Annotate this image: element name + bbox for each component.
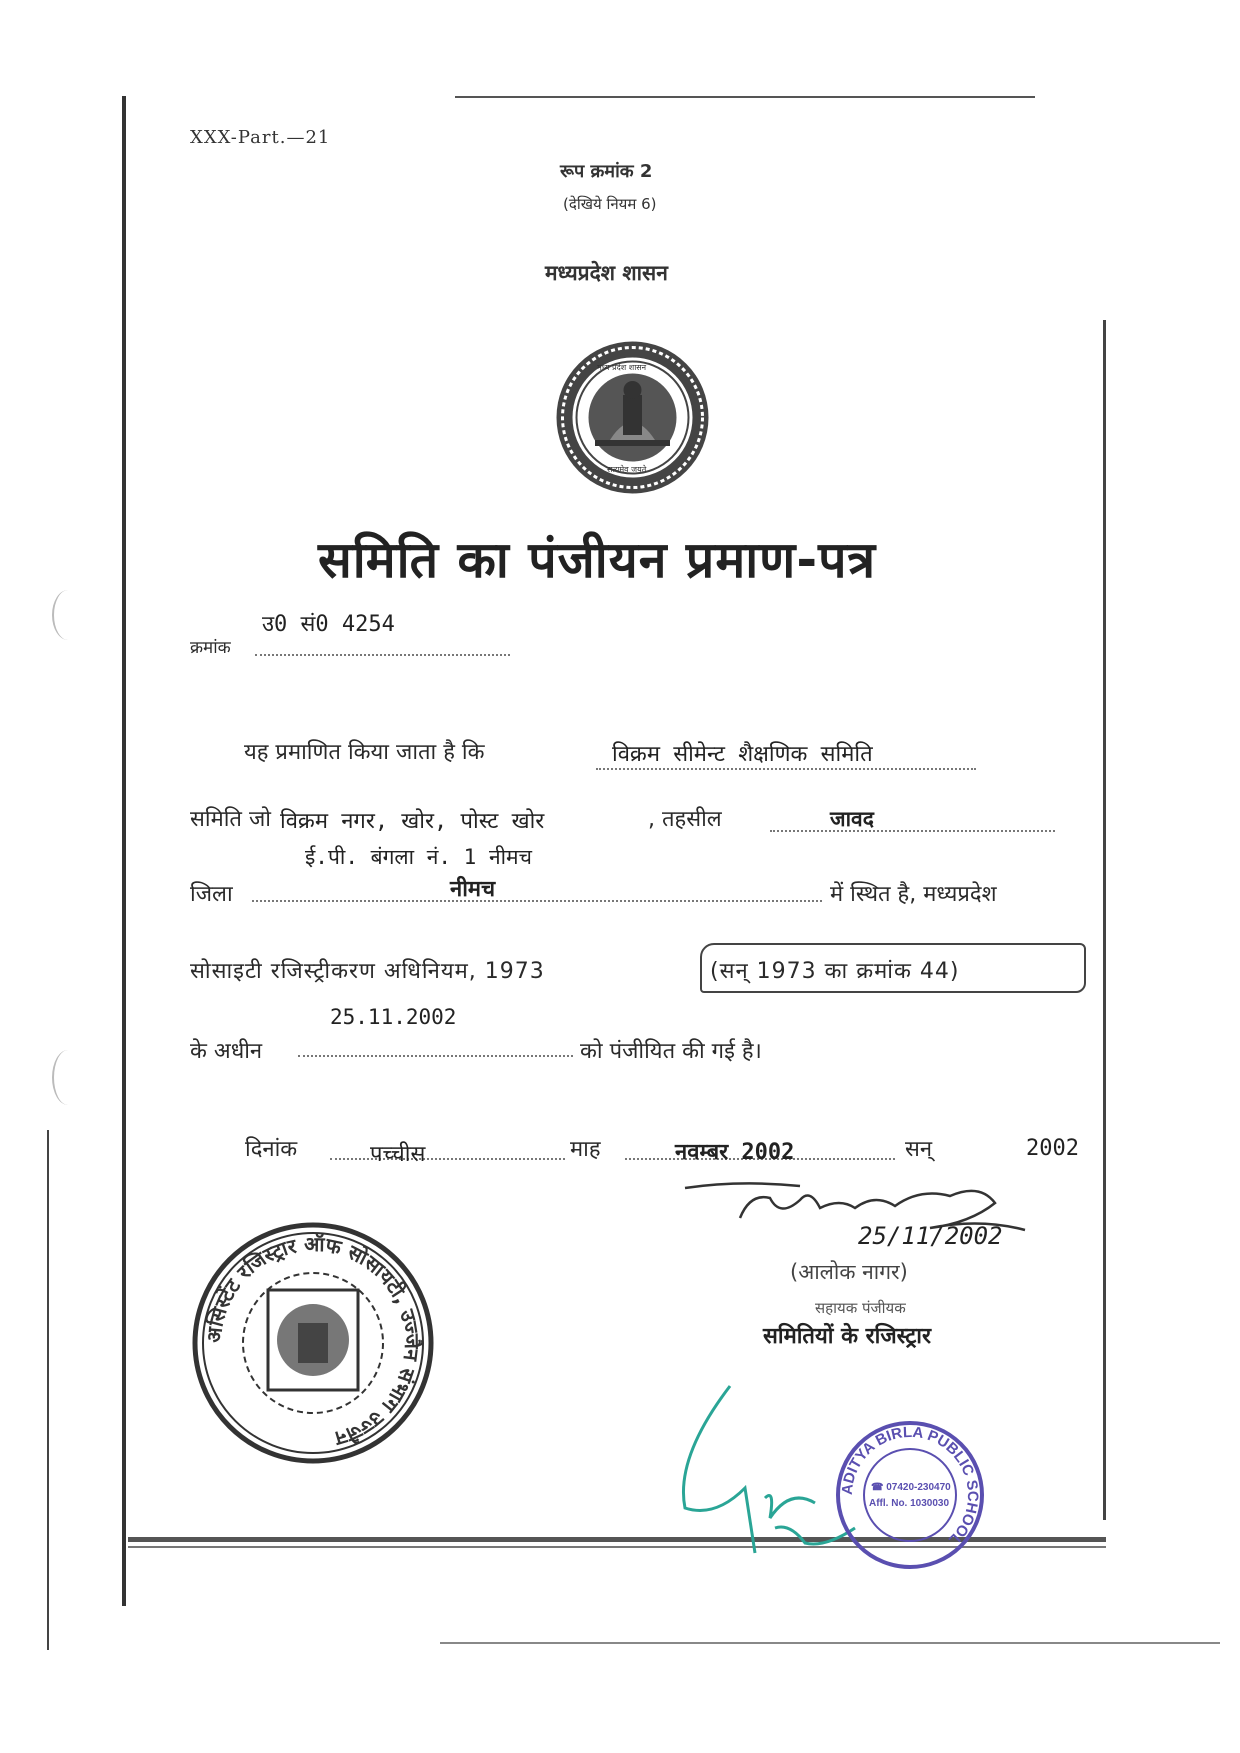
- seal-ring-text: असिस्टेंट रजिस्ट्रार ऑफ सोसायटी, उज्जैन संभाग उज्जैन: [201, 1231, 425, 1451]
- punch-hole-top: [52, 590, 84, 640]
- day-value: पच्चीस: [370, 1142, 426, 1167]
- rule-reference: (देखिये नियम 6): [563, 195, 657, 213]
- district-label: जिला: [190, 882, 233, 907]
- district-dotted-line: [252, 900, 822, 902]
- year-label: सन्: [905, 1137, 933, 1162]
- school-phone: ☎ 07420-230470: [871, 1482, 951, 1493]
- government-heading: मध्यप्रदेश शासन: [545, 261, 668, 285]
- act-text: सोसाइटी रजिस्ट्रीकरण अधिनियम, 1973: [190, 959, 545, 984]
- school-stamp: [835, 1420, 985, 1570]
- year-value: 2002: [1026, 1136, 1079, 1161]
- signature-date: 25/11/2002: [858, 1222, 1003, 1250]
- tehsil-dotted-line: [770, 830, 1055, 832]
- society-dotted-line: [596, 768, 976, 770]
- emblem-top-text: मध्य प्रदेश शासन: [597, 363, 647, 372]
- part-reference: XXX-Part.—21: [190, 127, 331, 148]
- form-number: रूप क्रमांक 2: [560, 161, 653, 182]
- reg-date-dotted-line: [298, 1055, 573, 1057]
- registration-number-label: क्रमांक: [190, 638, 231, 658]
- registrar-office: समितियों के रजिस्ट्रार: [763, 1324, 931, 1349]
- right-border-line: [1103, 320, 1106, 1520]
- act-number: (सन् 1973 का क्रमांक 44): [710, 959, 960, 984]
- certificate-title: समिति का पंजीयन प्रमाण-पत्र: [318, 531, 877, 589]
- located-text: में स्थित है, मध्यप्रदेश: [830, 882, 997, 907]
- left-outer-line: [47, 1130, 49, 1650]
- left-border-line: [122, 96, 126, 1606]
- handwritten-initials: [655, 1378, 865, 1563]
- school-affiliation: Affl. No. 1030030: [869, 1498, 950, 1509]
- punch-hole-bottom: [52, 1050, 84, 1105]
- registrar-name: (आलोक नागर): [790, 1260, 908, 1284]
- top-border-line: [455, 96, 1035, 98]
- society-name: विक्रम सीमेन्ट शैक्षणिक समिति: [612, 742, 873, 767]
- under-label: के अधीन: [190, 1039, 263, 1064]
- registration-dotted-line: [255, 654, 510, 656]
- certify-text: यह प्रमाणित किया जाता है कि: [244, 740, 485, 765]
- month-label: माह: [570, 1137, 601, 1162]
- district-value: नीमच: [450, 877, 496, 902]
- day-dotted-line: [330, 1158, 565, 1160]
- society-located-prefix: समिति जो: [190, 807, 271, 832]
- address-line1: विक्रम नगर, खोर, पोस्ट खोर: [280, 809, 545, 834]
- bottom-faint-line: [440, 1642, 1220, 1644]
- mp-government-emblem: [555, 340, 710, 495]
- registration-number-value: उ0 सं0 4254: [262, 612, 395, 637]
- month-value: नवम्बर 2002: [675, 1140, 795, 1165]
- registration-date: 25.11.2002: [330, 1005, 457, 1029]
- tehsil-label: , तहसील: [648, 807, 722, 832]
- registrar-office-seal: [188, 1218, 438, 1468]
- emblem-bottom-text: सत्यमेव जयते: [607, 465, 647, 474]
- registrar-designation: सहायक पंजीयक: [815, 1299, 906, 1317]
- school-stamp-ring-text: ADITYA BIRLA PUBLIC SCHOOL: [838, 1423, 982, 1549]
- address-line2: ई.पी. बंगला नं. 1 नीमच: [305, 845, 532, 869]
- date-label: दिनांक: [245, 1137, 298, 1162]
- tehsil-value: जावद: [830, 807, 874, 831]
- registered-text: को पंजीयित की गई है।: [580, 1039, 762, 1064]
